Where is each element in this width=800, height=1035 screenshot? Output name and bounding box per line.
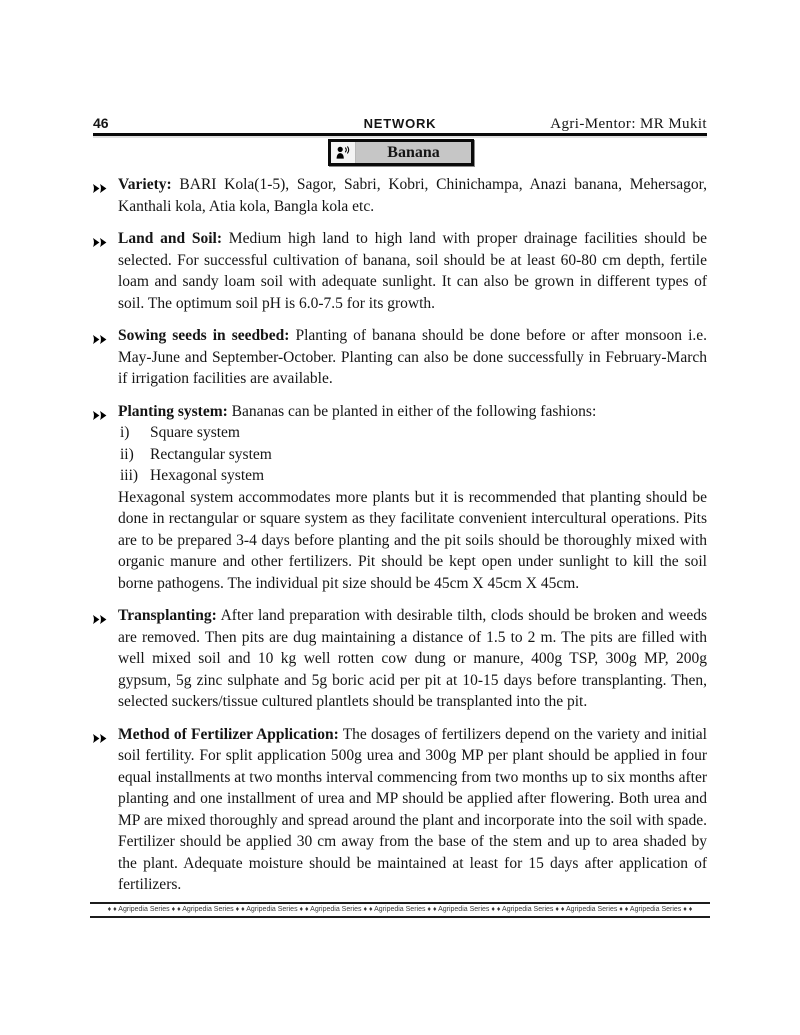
sublist-item [118, 422, 707, 444]
item-paragraph [118, 605, 707, 713]
sublist-text: Rectangular system [150, 445, 272, 463]
sublist-text: Hexagonal system [150, 467, 265, 484]
sublist-numeral: ii) [120, 445, 134, 463]
section-title-box [328, 139, 474, 166]
double-right-arrow-icon [93, 401, 118, 595]
footer-series-line: ♦ ♦ Agripedia Series ♦ ♦ Agripedia Series ♦ ♦ Agripedia Series ♦ ♦ Agripedia Series ♦ ♦ Agripedia Series ♦ ♦ Agripedia Series ♦ ♦ Agripedia Series ♦ ♦ Agripedia Series ♦ ♦ Agripedia Series ♦ ♦ [107, 906, 693, 913]
double-right-arrow-icon [93, 724, 118, 896]
item-paragraph [118, 325, 707, 390]
sublist-text: Square system [150, 424, 240, 441]
item-paragraph [118, 401, 707, 423]
list-item-fertilizer-application [93, 724, 707, 896]
item-label: Transplanting: [118, 607, 217, 624]
speaking-person-icon [331, 142, 356, 163]
item-label: Sowing seeds in seedbed: [118, 327, 290, 344]
double-right-arrow-icon [93, 174, 118, 217]
document-body [93, 174, 707, 907]
sublist-numeral: iii) [120, 467, 139, 484]
item-label: Variety: [118, 176, 172, 193]
list-item-planting-system [93, 401, 707, 595]
item-text: The dosages of fertilizers depend on the variety and initial soil fertility. For split application 500g urea and 300g MP per plant should be applied in four equal installments at two months interval commencing from two months up to six months after planting and one installment of urea and MP should be applied after flowering. Both urea and MP are mixed thoroughly and spread around the plant and incorporate into the soil with spade. Fertilizer should be applied 30 cm away from the base of the stem and up to area shaded by the plant. Adequate moisture should be maintained at least for 15 days after application of fertilizers. [118, 725, 707, 893]
item-continuation: Hexagonal system accommodates more plants but it is recommended that planting should be done in rectangular or square system as they facilitate convenient intercultural operations. Pits are to be prepared 3-4 days before planting and the pit soils should be thoroughly mixed with organic manure and other fertilizers. Pit should be kept open under sunlight to kill the soil borne pathogens. The individual pit size should be 45cm X 45cm X 45cm. [118, 488, 707, 592]
item-paragraph [118, 228, 707, 314]
list-item-land-and-soil [93, 228, 707, 314]
list-item-variety [93, 174, 707, 217]
item-text: Planting of banana should be done before or after monsoon i.e. May-June and September-October. Planting can also be done successfully in February-March if irrigation facilities are available. [118, 327, 708, 387]
sublist-item [118, 444, 707, 466]
item-paragraph [118, 724, 707, 896]
header-rule-divider [93, 133, 707, 136]
item-label: Method of Fertilizer Application: [118, 725, 339, 743]
list-item-transplanting [93, 605, 707, 713]
section-title: Banana [387, 144, 440, 161]
item-text: BARI Kola(1-5), Sagor, Sabri, Kobri, Chinichampa, Anazi banana, Mehersagor, Kanthali kola, Atia kola, Bangla kola etc. [118, 176, 707, 215]
double-right-arrow-icon [93, 228, 118, 314]
list-item-sowing-seeds [93, 325, 707, 390]
double-right-arrow-icon [93, 605, 118, 713]
double-right-arrow-icon [93, 325, 118, 390]
item-label: Land and Soil: [118, 230, 223, 247]
item-text: Medium high land to high land with proper drainage facilities should be selected. For successful cultivation of banana, soil should be at least 60-80 cm depth, fertile loam and sandy loam soil with adequate sunlight. It can also be grown in different types of soil. The optimum soil pH is 6.0-7.5 for its growth. [118, 230, 708, 312]
item-paragraph [118, 174, 707, 217]
header-author: Agri-Mentor: MR Mukit [550, 116, 707, 132]
header-center-title: NETWORK [363, 116, 437, 131]
page-number: 46 [93, 115, 109, 131]
item-label: Planting system: [118, 402, 228, 420]
footer-series-band [90, 902, 710, 918]
item-text: Bananas can be planted in either of the following fashions: [231, 402, 597, 420]
sublist-numeral: i) [120, 424, 130, 441]
sublist-item [118, 465, 707, 487]
item-text: After land preparation with desirable tilth, clods should be broken and weeds are removed. Then pits are dug maintaining a distance of 1.5 to 2 m. The pits are filled with well mixed soil and 10 kg well rotten cow dung or manure, 400g TSP, 300g MP, 200g gypsum, 5g zinc sulphate and 5g boric acid per pit at 10-15 days before transplanting. Then, selected suckers/tissue cultured plantlets should be transplanted into the pit. [118, 607, 707, 710]
page-header [93, 115, 707, 133]
